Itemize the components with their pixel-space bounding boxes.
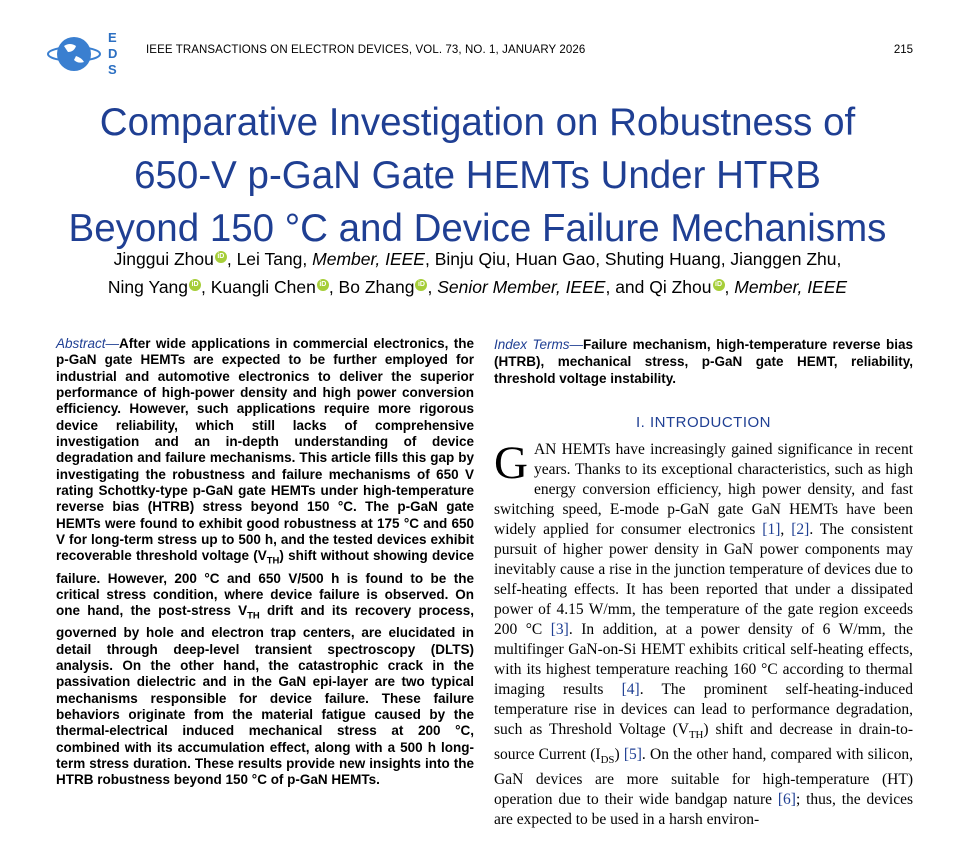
index-terms-label: Index Terms— bbox=[494, 337, 583, 352]
page-number: 215 bbox=[893, 44, 913, 56]
svg-text:S: S bbox=[108, 62, 117, 77]
citation-link[interactable]: [5] bbox=[623, 746, 642, 764]
orcid-icon[interactable]: iD bbox=[317, 279, 329, 291]
paper-title bbox=[40, 96, 915, 255]
author-list bbox=[60, 245, 895, 301]
title-line: 650-V p-GaN Gate HEMTs Under HTRB bbox=[134, 154, 821, 197]
citation-link[interactable]: [3] bbox=[550, 621, 569, 638]
orcid-icon[interactable]: iD bbox=[215, 251, 227, 263]
citation-link[interactable]: [2] bbox=[791, 521, 810, 538]
abstract-label: Abstract— bbox=[56, 336, 120, 351]
orcid-icon[interactable]: iD bbox=[189, 279, 201, 291]
introduction-text: GAN HEMTs have increasingly gained significance in recent years. Thanks to its exceptional characteristics, such as high energy conversion efficiency, high power density, and fast switching speed, E-mode p-GaN gate GaN HEMTs have been widely applied for consumer electronics [1], [2]. The consistent pursuit of higher power density in GaN power components may inevitably cause a rise in the junction temperature of devices due to self-heating effects. It has been reported that under a dissipated power of 4.15 W/mm, the temperature of the gate region exceeds 200 °C [3]. In addition, at a power density of 6 W/mm, the multifinger GaN-on-Si HEMT exhibits critical self-heating effects, with its highest temperature reaching 160 °C according to thermal imaging results [4]. The prominent self-heating-induced temperature rise in devices can lead to performance degradation, such as Threshold Voltage $(V_{TH})$ shift and decrease in drain-to-source Current $(I_{DS})$ [5]. On the other hand, compared with silicon, GaN devices are more suitable for high-temperature (HT) operation due to their wide bandgap nature [6]; thus, the devices are expected to be used in a harsh environ- bbox=[494, 437, 913, 829]
running-head: IEEE TRANSACTIONS ON ELECTRON DEVICES, VOL. 73, NO. 1, JANUARY 2026 bbox=[146, 44, 586, 56]
orcid-icon[interactable]: iD bbox=[713, 279, 725, 291]
citation-link[interactable]: [4] bbox=[621, 681, 640, 698]
drop-cap: G bbox=[494, 437, 528, 489]
svg-text:E: E bbox=[108, 30, 117, 45]
eds-logo bbox=[46, 28, 130, 78]
title-line: Beyond 150 °C and Device Failure Mechanisms bbox=[68, 207, 887, 250]
orcid-icon[interactable]: iD bbox=[415, 279, 427, 291]
title-line: Comparative Investigation on Robustness of bbox=[99, 101, 856, 144]
abstract: Abstract—After wide applications in commercial electronics, the p-GaN gate HEMTs are expected to be further employed for industrial and automotive electronics to deliver the superior performance of high-power density and high power conversion efficiency. However, such applications require more rigorous device reliability, which still lacks of comprehensive investigation and an in-depth understanding of device degradation and failure mechanisms. This article fills this gap by investigating the robustness and failure mechanisms of 650 V rating Schottky-type p-GaN gate HEMTs under high-temperature reverse bias (HTRB) stress beyond 150 °C. The p-GaN gate HEMTs were found to exhibit good robustness at 175 °C and 650 V for long-term stress up to 500 h, and the tested devices exhibit recoverable threshold voltage $(V_{TH})$ shift without showing device failure. However, 200 °C and 650 V/500 h is found to be the critical stress condition, where device failure is observed. On one hand, the post-stress $V_{TH}$ drift and its recovery process, governed by hole and electron trap centers, are elucidated in detail through deep-level transient spectroscopy (DLTS) analysis. On the other hand, the catastrophic crack in the passivation dielectric and in the GaN epi-layer are two typical mechanisms responsible for device failure. These failure behaviors originate from the material fatigue caused by the thermal-electrical induced mechanical stress at 200 °C, combined with its accumulation effect, along with a 500 h long-term stress duration. These results provide new insights into the HTRB robustness beyond 150 °C of p-GaN HEMTs. bbox=[56, 336, 475, 788]
author-line-2: Ning Yang iD , Kuangli Chen iD , Bo Zhang iD , Senior Member, IEEE, and Qi Zhou iD , Member, IEEE bbox=[107, 277, 848, 297]
svg-text:D: D bbox=[108, 46, 118, 61]
author-line-1: Jinggui Zhou iD , Lei Tang, Member, IEEE, Binju Qiu, Huan Gao, Shuting Huang, Jianggen Zhu, bbox=[113, 249, 842, 269]
index-terms: Index Terms—Failure mechanism, high-temperature reverse bias (HTRB), mechanical stress, p-GaN gate HEMT, reliability, threshold voltage instability. bbox=[494, 337, 913, 386]
section-heading: I. INTRODUCTION bbox=[636, 414, 771, 431]
citation-link[interactable]: [6] bbox=[777, 791, 796, 809]
citation-link[interactable]: [1] bbox=[762, 521, 781, 538]
